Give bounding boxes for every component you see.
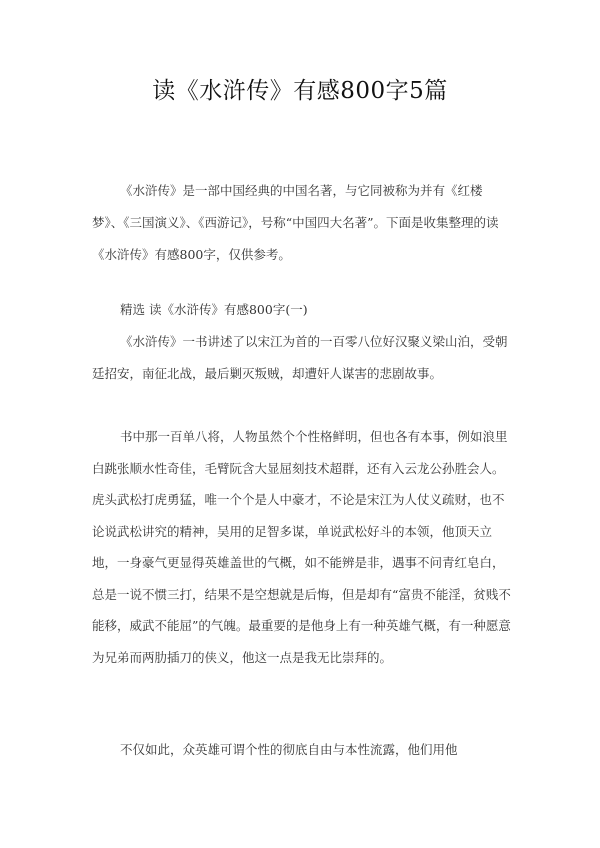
body-paragraph: 书中那一百单八将，人物虽然个个性格鲜明，但也各有本事，例如浪里白跳张顺水性奇佳，毛臂阮含大显屈刻技术超群，还有入云龙公孙胜会人。虎头武松打虎勇猛，唯一个个是人中豪才，不论是宋江为人仗义疏财，也不论说武松讲究的精神，吴用的足智多谋，单说武松好斗的本领，他顶天立地，一身豪气更显得英雄盖世的气概，如不能辨是非，遇事不问青红皂白，总是一说不惯三打，结果不是空想就是后悔，但是却有“富贵不能淫，贫贱不能移，威武不能屈”的气魄。最重要的是他身上有一种英雄气概，有一种愿意为兄弟而两肋插刀的侠义，他这一点是我无比崇拜的。 (92, 429, 511, 665)
body-paragraph: 《水浒传》一书讲述了以宋江为首的一百零八位好汉聚义梁山泊，受朝廷招安，南征北战，最后剿灭叛贼，却遭奸人谋害的悲剧故事。 (92, 334, 508, 381)
intro-paragraph: 《水浒传》是一部中国经典的中国名著，与它同被称为并有《红楼梦》、《三国演义》、《西游记》，号称“中国四大名著”。下面是收集整理的读《水浒传》有感800字，仅供参考。 (92, 183, 499, 262)
document-title: 读《水浒传》有感800字5篇 (152, 78, 448, 104)
body-paragraph: 不仅如此，众英雄可谓个性的彻底自由与本性流露，他们用他 (120, 742, 458, 757)
section-heading: 精选 读《水浒传》有感800字(一) (120, 302, 308, 317)
